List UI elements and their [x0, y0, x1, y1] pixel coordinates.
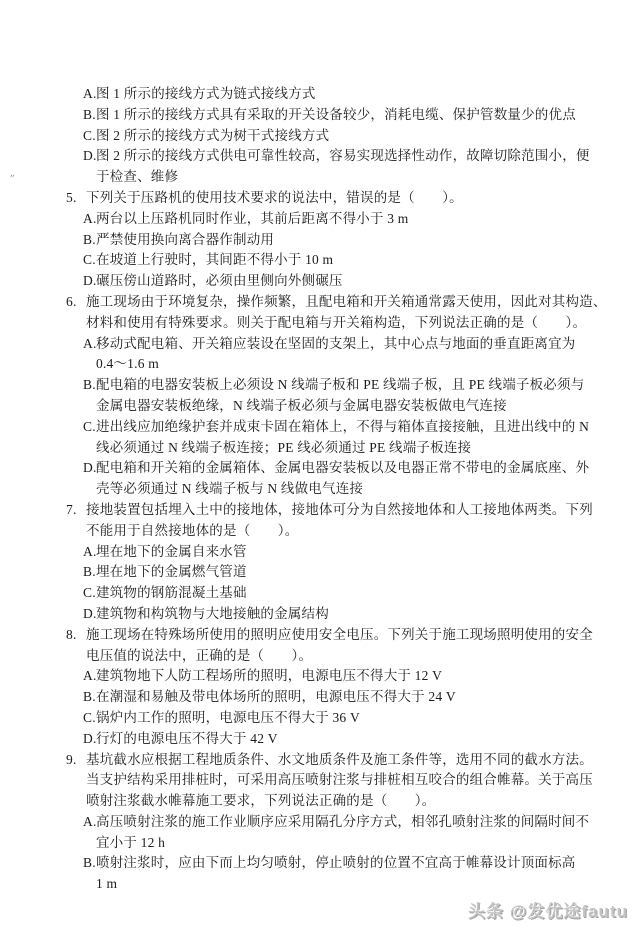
question-stem-text: 基坑截水应根据工程地质条件、水文地质条件及施工条件等，选用不同的截水方法。: [86, 751, 593, 767]
option-text: 图 2 所示的接线方式供电可靠性较高，容易实现选择性动作，故障切除范围小，便: [96, 148, 590, 164]
option-line: [0, 458, 640, 479]
option-line: [0, 583, 640, 604]
option-text: 严禁使用换向离合器作制动用: [96, 231, 275, 247]
option-label: C.: [83, 127, 96, 143]
option-line: [0, 271, 640, 292]
option-text: 在坡道上行驶时，其间距不得小于 10 m: [96, 252, 334, 268]
question-block-8: [0, 625, 640, 750]
option-line: [0, 708, 640, 729]
option-line: [0, 562, 640, 583]
question-block-5: [0, 188, 640, 292]
option-line: [0, 812, 640, 833]
option-text-continuation: 壳等必须通过 N 线端子板与 N 线做电气连接: [96, 481, 364, 497]
option-text: 锅炉内工作的照明，电源电压不得大于 36 V: [96, 709, 360, 725]
option-text: 进出线应加绝缘护套并成束卡固在箱体上，不得与箱体直接接触，且进出线中的 N: [96, 418, 590, 434]
option-label: B.: [83, 689, 96, 705]
option-line: [0, 687, 640, 708]
option-text: 碾压傍山道路时，必须由里侧向外侧碾压: [96, 273, 343, 289]
question-stem-line: [0, 292, 640, 313]
option-label: D.: [83, 730, 97, 746]
option-text-continuation: 0.4～1.6 m: [96, 356, 159, 372]
option-label: A.: [83, 543, 97, 559]
option-text-continuation: 线必须通过 N 线端子板连接；PE 线必须通过 PE 线端子板连接: [96, 439, 472, 455]
question-stem-line: [0, 188, 640, 209]
option-text: 图 1 所示的接线方式具有采取的开关设备较少，消耗电缆、保护管数量少的优点: [96, 106, 576, 122]
option-text: 建筑物和构筑物与大地接触的金属结构: [96, 605, 329, 621]
stray-pen-mark: ”: [8, 173, 16, 186]
option-label: A.: [83, 86, 97, 101]
question-block-6: [0, 292, 640, 500]
option-label: B.: [83, 231, 96, 247]
question-stem-line: [0, 500, 640, 521]
option-label: D.: [83, 273, 97, 289]
option-line: [0, 84, 640, 105]
option-label: C.: [83, 252, 96, 268]
option-text: 埋在地下的金属燃气管道: [96, 564, 247, 580]
option-line: [0, 209, 640, 230]
option-label: D.: [83, 605, 97, 621]
question-block-9: [0, 750, 640, 896]
option-line: [0, 666, 640, 687]
option-line: [0, 417, 640, 438]
option-text: 图 1 所示的接线方式为链式接线方式: [96, 86, 316, 101]
option-line: [0, 853, 640, 874]
option-text: 建筑物的钢筋混凝土基础: [96, 585, 247, 601]
option-label: B.: [83, 377, 96, 393]
question-stem-continuation: 材料和使用有特殊要求。则关于配电箱与开关箱构造，下列说法正确的是（ ）。: [86, 314, 587, 330]
exam-document: [0, 84, 640, 895]
option-label: D.: [83, 148, 97, 164]
option-text: 移动式配电箱、开关箱应装设在坚固的支架上，其中心点与地面的垂直距离宜为: [96, 335, 576, 351]
question-number: 9.: [66, 751, 77, 767]
option-line: [0, 230, 640, 251]
option-line: [0, 126, 640, 147]
question-stem-text: 接地装置包括埋入土中的接地体，接地体可分为自然接地体和人工接地体两类。下列: [86, 501, 593, 517]
option-text-continuation: 金属电器安装板绝缘，N 线端子板必须与金属电器安装板做电气连接: [96, 397, 507, 413]
option-text: 在潮湿和易触及带电体场所的照明，电源电压不得大于 24 V: [96, 689, 456, 705]
option-text: 两台以上压路机同时作业，其前后距离不得小于 3 m: [96, 210, 409, 226]
question-stem-continuation: 当支护结构采用排桩时，可采用高压喷射注浆与排桩相互咬合的组合帷幕。关于高压: [86, 772, 593, 788]
question-stem-text: 施工现场在特殊场所使用的照明应使用安全电压。下列关于施工现场照明使用的安全: [86, 626, 593, 642]
option-label: C.: [83, 709, 96, 725]
option-text: 行灯的电源电压不得大于 42 V: [96, 730, 278, 746]
option-label: A.: [83, 335, 97, 351]
option-line: [0, 105, 640, 126]
orphan-options-block: [0, 84, 640, 188]
option-text: 建筑物地下人防工程场所的照明，电源电压不得大于 12 V: [96, 668, 443, 684]
question-stem-continuation: 喷射注浆截水帷幕施工要求，下列说法正确的是（ ）。: [86, 793, 436, 809]
question-number: 5.: [66, 189, 77, 205]
option-text-continuation: 1 m: [96, 876, 118, 892]
option-text: 配电箱和开关箱的金属箱体、金属电器安装板以及电器正常不带电的金属底座、外: [96, 460, 590, 476]
option-text: 埋在地下的金属自来水管: [96, 543, 247, 559]
option-line: [0, 604, 640, 625]
question-stem-continuation: 电压值的说法中，正确的是（ ）。: [86, 647, 313, 663]
question-stem-text: 施工现场由于环境复杂，操作频繁，且配电箱和开关箱通常露天使用，因此对其构造、: [86, 293, 607, 309]
option-text-continuation: 宜小于 12 h: [96, 834, 166, 850]
option-label: A.: [83, 813, 97, 829]
option-text: 高压喷射注浆的施工作业顺序应采用隔孔分序方式，相邻孔喷射注浆的间隔时间不: [96, 813, 590, 829]
option-label: C.: [83, 585, 96, 601]
option-label: A.: [83, 210, 97, 226]
option-line: [0, 334, 640, 355]
option-text-continuation: 于检查、维修: [96, 169, 179, 185]
option-text: 喷射注浆时，应由下而上均匀喷射，停止喷射的位置不宜高于帷幕设计顶面标高: [96, 855, 576, 871]
question-stem-line: [0, 750, 640, 771]
option-line: [0, 146, 640, 167]
option-label: C.: [83, 418, 96, 434]
question-stem-text: 下列关于压路机的使用技术要求的说法中，错误的是（ ）。: [86, 189, 463, 205]
option-line: [0, 542, 640, 563]
question-stem-continuation: 不能用于自然接地体的是（ ）。: [86, 522, 299, 538]
option-label: D.: [83, 460, 97, 476]
question-block-7: [0, 500, 640, 625]
option-line: [0, 729, 640, 750]
question-stem-line: [0, 625, 640, 646]
option-label: B.: [83, 564, 96, 580]
option-label: B.: [83, 855, 96, 871]
option-label: B.: [83, 106, 96, 122]
question-number: 7.: [66, 501, 77, 517]
option-line: [0, 250, 640, 271]
option-text: 配电箱的电器安装板上必须设 N 线端子板和 PE 线端子板，且 PE 线端子板必须与: [96, 377, 585, 393]
option-text: 图 2 所示的接线方式为树干式接线方式: [96, 127, 330, 143]
option-line: [0, 375, 640, 396]
option-label: A.: [83, 668, 97, 684]
question-number: 6.: [66, 293, 77, 309]
question-number: 8.: [66, 626, 77, 642]
toutiao-watermark: 头条 @发优途fautu: [468, 902, 628, 921]
